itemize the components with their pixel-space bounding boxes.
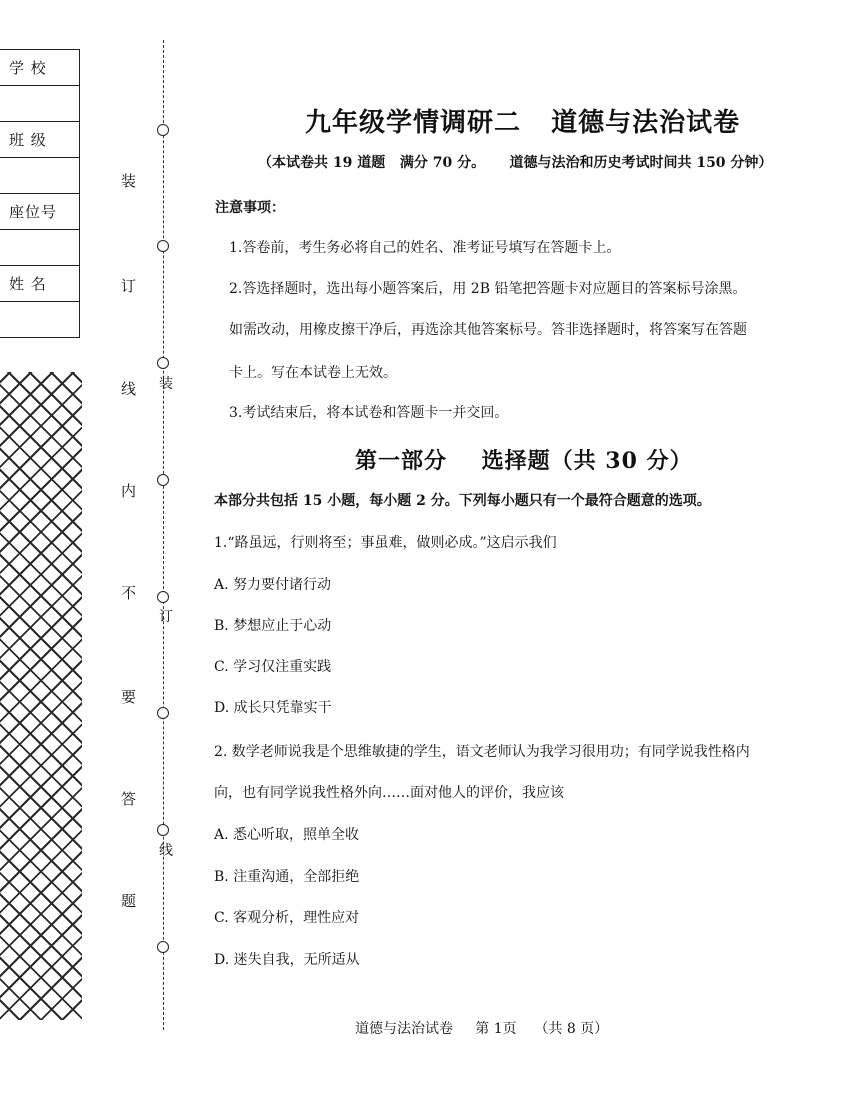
seal-char: 题 bbox=[121, 892, 137, 910]
question-stem: 1.“路虽远，行则将至；事虽难，做则必成。”这启示我们 bbox=[214, 535, 557, 551]
question-option: A. 努力要付诸行动 bbox=[214, 577, 332, 593]
name-label: 姓 名 bbox=[0, 266, 80, 302]
notice-item: 3.考试结束后，将本试卷和答题卡一并交回。 bbox=[229, 405, 509, 421]
notice-heading: 注意事项： bbox=[215, 200, 285, 216]
notice-item: 2.答选择题时，选出每小题答案后，用 2B 铅笔把答题卡对应题目的答案标号涂黑。 bbox=[229, 281, 747, 297]
binding-hole-icon bbox=[157, 591, 169, 603]
binding-line-char: 线 bbox=[159, 843, 173, 859]
page-footer: 道德与法治试卷 第 1页 （共 8 页） bbox=[355, 1021, 609, 1037]
binding-hole-icon bbox=[157, 941, 169, 953]
seal-char: 内 bbox=[121, 482, 137, 500]
security-hatch-pattern bbox=[0, 372, 82, 1020]
question-option: C. 学习仅注重实践 bbox=[214, 659, 332, 675]
seat-number-field bbox=[0, 230, 80, 266]
seal-char: 线 bbox=[121, 380, 137, 398]
exam-title: 九年级学情调研二 道德与法治试卷 bbox=[305, 108, 741, 138]
question-option: D. 成长只凭靠实干 bbox=[214, 700, 332, 716]
student-info-table bbox=[0, 49, 80, 338]
seal-char: 要 bbox=[121, 688, 137, 706]
school-label: 学 校 bbox=[0, 50, 80, 86]
binding-line-char: 订 bbox=[159, 609, 173, 625]
question-stem: 2. 数学老师说我是个思维敏捷的学生，语文老师认为我学习很用功；有同学说我性格内 bbox=[214, 744, 750, 760]
seal-char: 装 bbox=[121, 172, 137, 190]
binding-hole-icon bbox=[157, 474, 169, 486]
binding-dashed-line bbox=[163, 40, 164, 1030]
binding-hole-icon bbox=[157, 240, 169, 252]
name-field bbox=[0, 302, 80, 338]
class-label: 班 级 bbox=[0, 122, 80, 158]
seal-char: 答 bbox=[121, 790, 137, 808]
class-field bbox=[0, 158, 80, 194]
question-stem: 向，也有同学说我性格外向……面对他人的评价，我应该 bbox=[214, 785, 564, 801]
notice-item: 1.答卷前，考生务必将自己的姓名、准考证号填写在答题卡上。 bbox=[229, 240, 621, 256]
question-option: B. 梦想应止于心动 bbox=[214, 618, 332, 634]
exam-subtitle: （本试卷共 19 道题 满分 70 分。 道德与法治和历史考试时间共 150 分钟） bbox=[258, 155, 773, 171]
question-option: A. 悉心听取，照单全收 bbox=[214, 827, 360, 843]
question-option: B. 注重沟通，全部拒绝 bbox=[214, 869, 360, 885]
question-option: C. 客观分析，理性应对 bbox=[214, 910, 360, 926]
seal-char: 订 bbox=[121, 277, 137, 295]
binding-hole-icon bbox=[157, 357, 169, 369]
seat-number-label: 座位号 bbox=[0, 194, 80, 230]
binding-hole-icon bbox=[157, 824, 169, 836]
question-option: D. 迷失自我，无所适从 bbox=[214, 952, 360, 968]
binding-hole-icon bbox=[157, 124, 169, 136]
binding-line-char: 装 bbox=[159, 376, 173, 392]
notice-item: 卡上。写在本试卷上无效。 bbox=[229, 365, 397, 381]
section-title: 第一部分 选择题（共 30 分） bbox=[355, 448, 693, 474]
binding-hole-icon bbox=[157, 707, 169, 719]
seal-char: 不 bbox=[121, 584, 137, 602]
notice-item: 如需改动，用橡皮擦干净后，再选涂其他答案标号。答非选择题时，将答案写在答题 bbox=[229, 322, 747, 338]
school-field bbox=[0, 86, 80, 122]
section-intro: 本部分共包括 15 小题，每小题 2 分。下列每小题只有一个最符合题意的选项。 bbox=[214, 493, 711, 509]
